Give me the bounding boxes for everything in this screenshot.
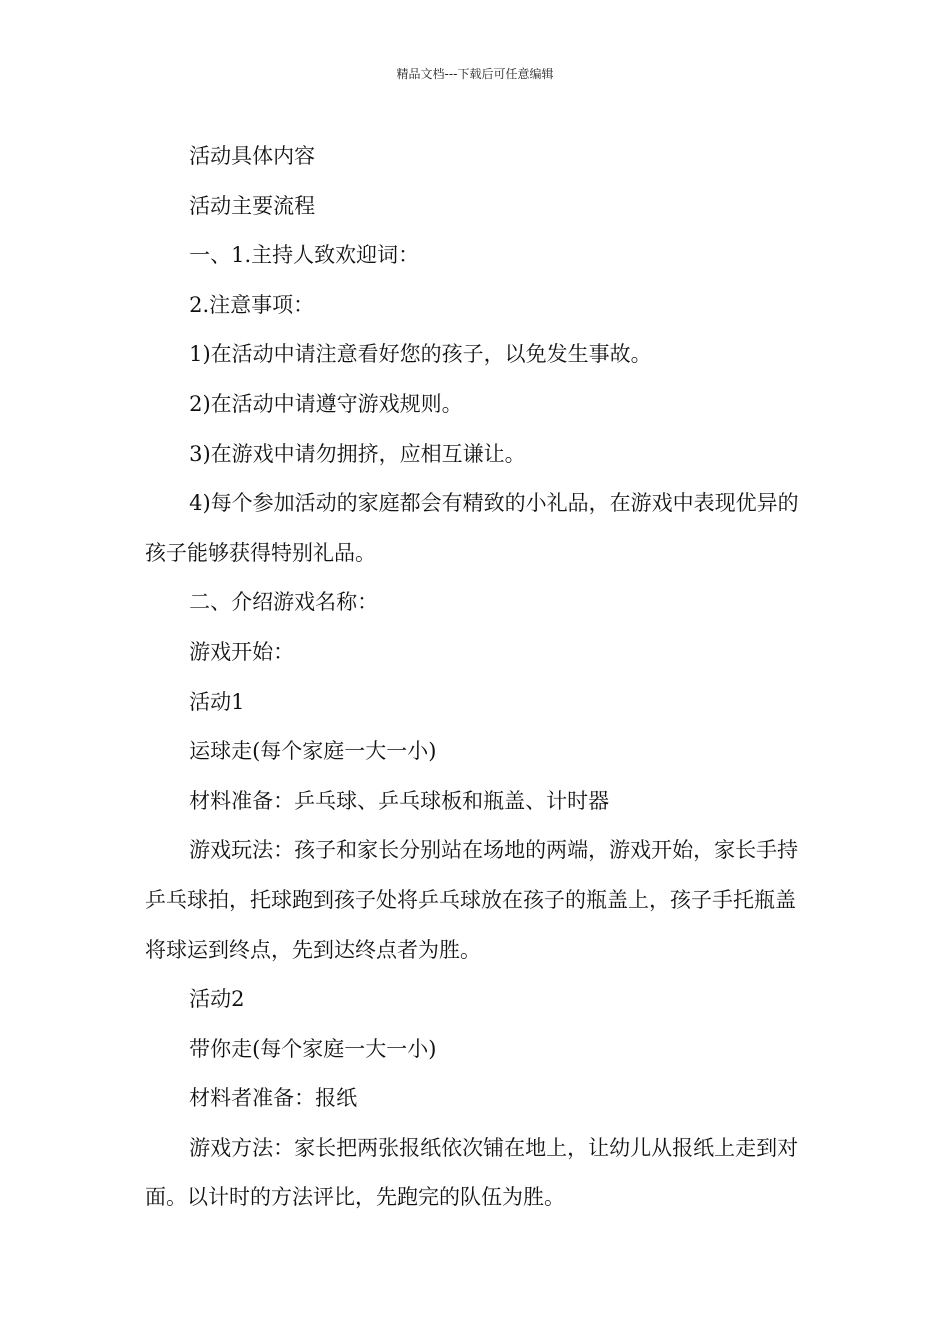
document-body bbox=[145, 132, 810, 1223]
paragraph-activity-1-name: 运球走(每个家庭一大一小) bbox=[189, 739, 437, 764]
paragraph-process-title: 活动主要流程 bbox=[189, 193, 316, 218]
paragraph-activity-1: 活动1 bbox=[189, 689, 245, 714]
paragraph-activity-2: 活动2 bbox=[189, 987, 245, 1012]
paragraph-activity-2-name: 带你走(每个家庭一大一小) bbox=[189, 1036, 437, 1061]
page-header: 精品文档---下载后可任意编辑 bbox=[396, 67, 554, 81]
paragraph-note-3: 3)在游戏中请勿拥挤，应相互谦让。 bbox=[189, 441, 526, 466]
paragraph-welcome: 一、1.主持人致欢迎词： bbox=[189, 243, 420, 268]
paragraph-game-intro: 二、介绍游戏名称： bbox=[189, 590, 379, 615]
paragraph-game-start: 游戏开始： bbox=[189, 639, 295, 664]
paragraph-note-1: 1)在活动中请注意看好您的孩子，以免发生事故。 bbox=[189, 342, 652, 367]
paragraph-activity-2-materials: 材料者准备：报纸 bbox=[189, 1086, 358, 1111]
paragraph-activity-2-rules: 游戏方法：家长把两张报纸依次铺在地上，让幼儿从报纸上走到对面。以计时的方法评比，先跑完的队伍为胜。 bbox=[145, 1135, 799, 1210]
paragraph-note-4: 4)每个参加活动的家庭都会有精致的小礼品，在游戏中表现优异的孩子能够获得特别礼品。 bbox=[145, 491, 799, 565]
paragraph-activity-1-materials: 材料准备：乒乓球、乒乓球板和瓶盖、计时器 bbox=[189, 788, 610, 813]
paragraph-note-2: 2)在活动中请遵守游戏规则。 bbox=[189, 391, 463, 416]
paragraph-notes-title: 2.注意事项： bbox=[189, 292, 315, 317]
paragraph-content-title: 活动具体内容 bbox=[189, 144, 316, 168]
paragraph-activity-1-rules: 游戏玩法：孩子和家长分别站在场地的两端，游戏开始，家长手持乒乓球拍，托球跑到孩子处将乒乓球放在孩子的瓶盖上，孩子手托瓶盖将球运到终点，先到达终点者为胜。 bbox=[145, 838, 799, 962]
